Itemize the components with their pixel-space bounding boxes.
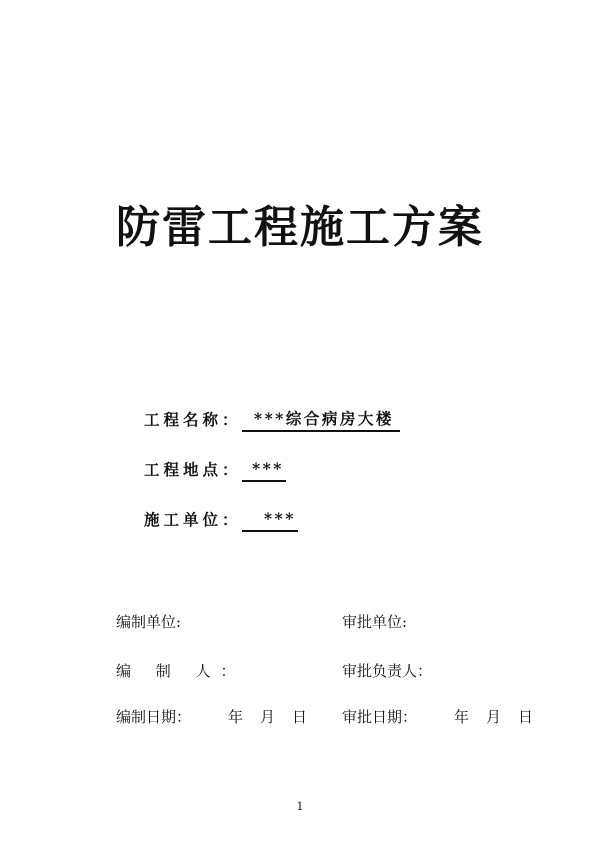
contractor-value: *** xyxy=(242,508,298,532)
approve-date-fields xyxy=(454,706,550,728)
compile-date-label: 编制日期： xyxy=(116,708,192,726)
approver-label: 审批负责人： xyxy=(342,662,433,680)
compile-date-day: 日 xyxy=(292,708,308,726)
project-name-value: ***综合病房大楼 xyxy=(242,408,400,432)
approve-unit-label: 审批单位: xyxy=(342,613,408,631)
project-location-value: *** xyxy=(242,458,286,482)
approve-date-label: 审批日期： xyxy=(342,708,418,726)
approve-date-day: 日 xyxy=(518,708,534,726)
compile-date-month: 月 xyxy=(260,708,276,726)
page-number: 1 xyxy=(296,800,304,813)
approve-date-month: 月 xyxy=(486,708,502,726)
contractor-row xyxy=(144,508,296,532)
contractor-label: 施工单位： xyxy=(144,510,242,529)
compile-date-fields xyxy=(228,706,324,728)
project-name-row xyxy=(144,408,394,432)
project-location-row xyxy=(144,458,284,482)
compile-date-row xyxy=(116,706,308,728)
approve-date-row xyxy=(342,706,534,728)
document-title: 防雷工程施工方案 xyxy=(116,202,484,253)
compile-unit-label: 编制单位: xyxy=(116,613,182,631)
project-name-label: 工程名称： xyxy=(144,410,242,429)
compile-date-year: 年 xyxy=(228,708,244,726)
project-location-label: 工程地点： xyxy=(144,460,242,479)
compiler-label: 编 制 人： xyxy=(116,662,246,680)
approve-date-year: 年 xyxy=(454,708,470,726)
